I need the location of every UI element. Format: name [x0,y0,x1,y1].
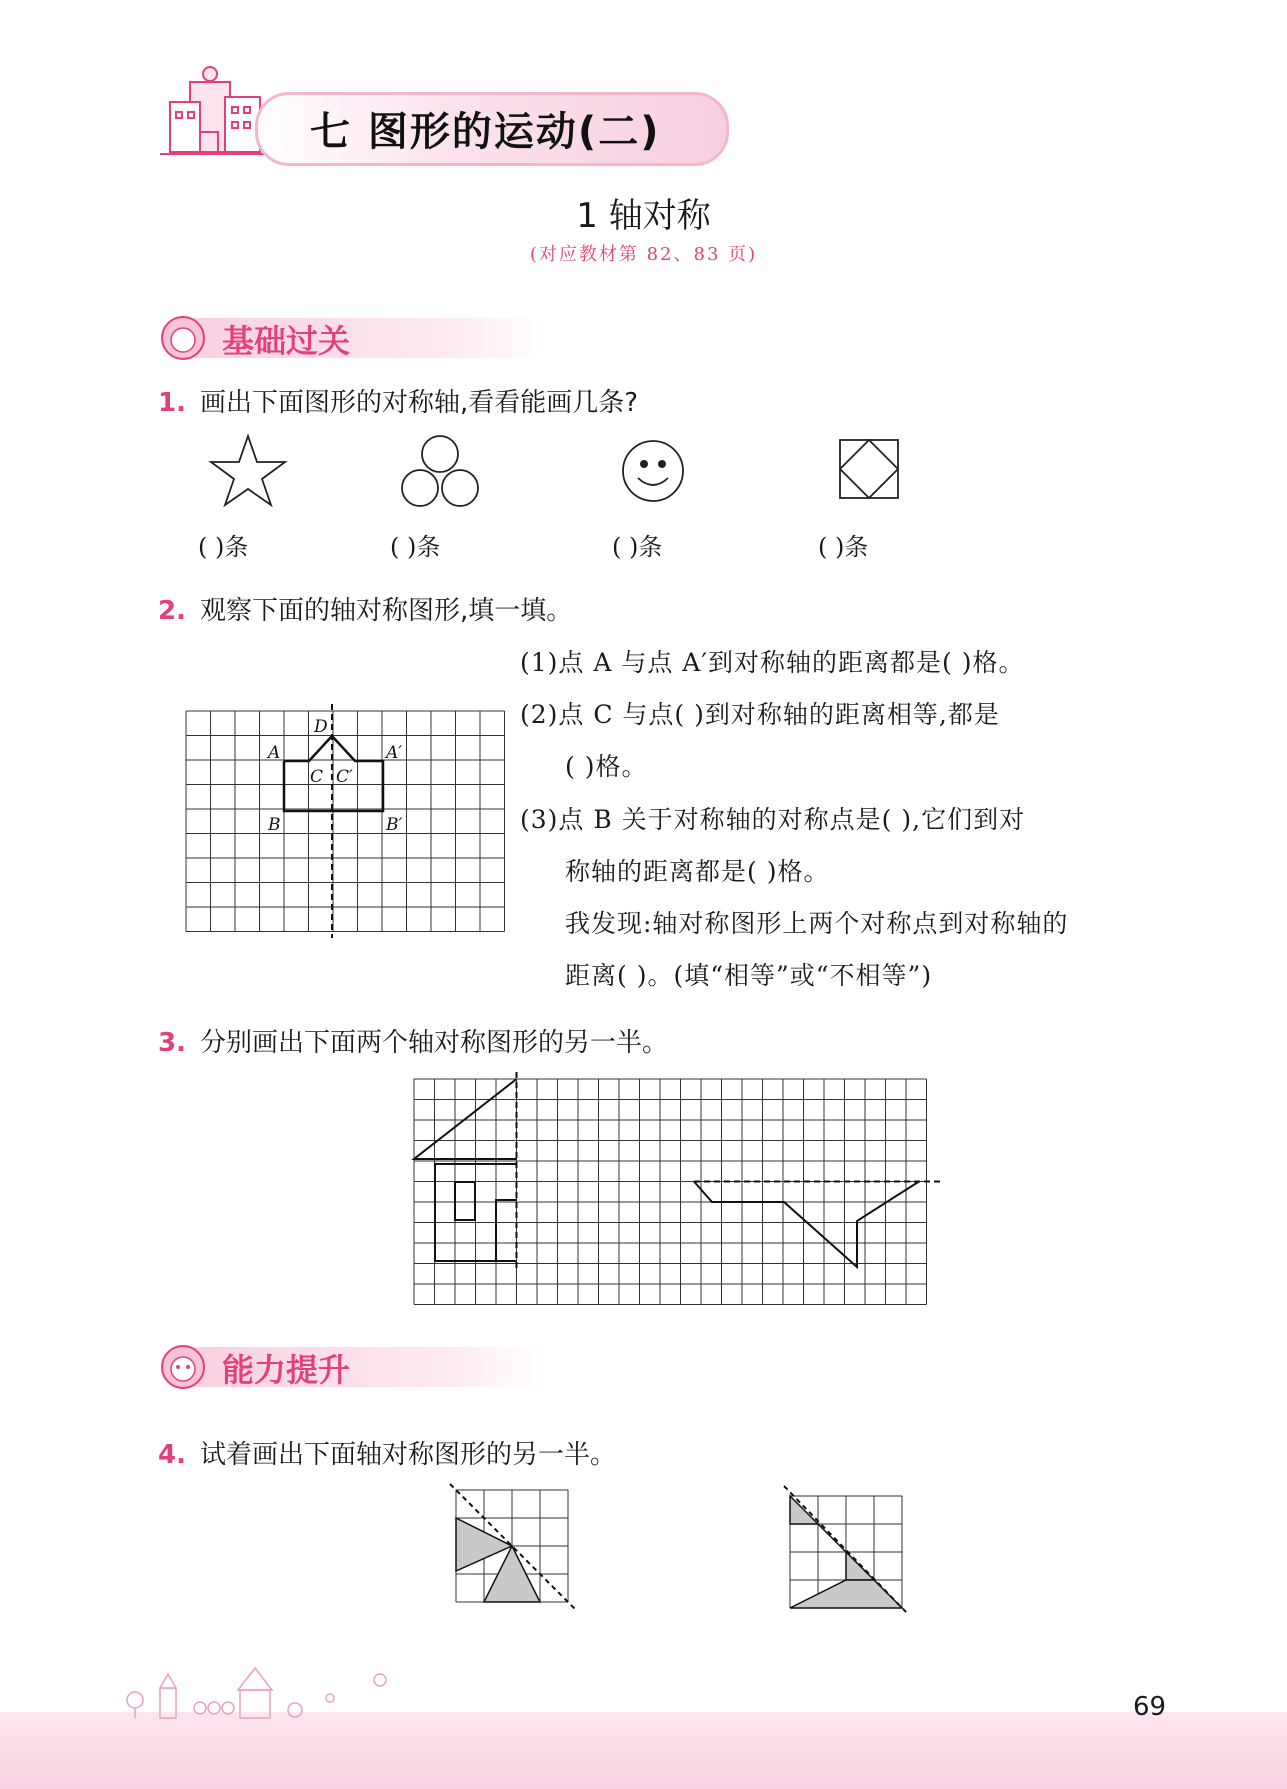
section-basic-label: 基础过关 [222,322,351,360]
q4-figure-right[interactable] [778,1482,914,1614]
girl-mascot-icon [158,314,208,362]
footer-town-illustration [120,1660,420,1720]
section-basic-badge [158,314,558,360]
section-advanced-badge [158,1343,558,1389]
q2-grid-figure[interactable] [184,700,510,950]
q2-line-6: 我发现:轴对称图形上两个对称点到对称轴的 [565,909,1069,938]
q1-blank-3[interactable]: ( )条 [612,533,663,561]
star-figure[interactable] [208,432,288,508]
question-4-number: 4. [158,1440,186,1470]
q4-right-shaded-shape-1 [790,1496,818,1524]
smiley-face-figure[interactable] [620,438,686,504]
question-3 [158,1022,668,1059]
q2-label-C-prime: C′ [336,767,353,787]
q2-line-2[interactable]: (2)点 C 与点( )到对称轴的距离相等,都是 [520,700,1000,729]
question-3-number: 3. [158,1028,186,1058]
question-2-number: 2. [158,596,186,626]
page-number: 69 [1133,1692,1167,1722]
chapter-title: 七 图形的运动(二) [310,109,661,155]
q2-line-5[interactable]: 称轴的距离都是( )格。 [565,857,830,886]
question-1-text: 画出下面图形的对称轴,看看能画几条? [199,388,639,418]
three-circles-figure[interactable] [398,432,482,510]
square-diamond-figure[interactable] [838,438,900,500]
footer-band [0,1712,1287,1789]
section-advanced-label: 能力提升 [222,1351,351,1389]
q2-label-A: A [268,743,281,763]
lesson-title: 1 轴对称 [576,196,711,236]
q1-blank-2[interactable]: ( )条 [390,533,441,561]
q4-right-shaded-shape-3 [790,1580,902,1608]
q4-figure-left[interactable] [444,1482,580,1614]
q3-house-window [455,1182,475,1220]
lesson-reference: (对应教材第 82、83 页) [529,244,758,265]
q3-house-door [496,1200,517,1261]
boy-mascot-icon [158,1343,208,1391]
q2-line-1[interactable]: (1)点 A 与点 A′到对称轴的距离都是( )格。 [520,648,1025,677]
q2-label-B: B [268,815,281,835]
q2-line-4[interactable]: (3)点 B 关于对称轴的对称点是( ),它们到对 [520,805,1026,834]
q2-line-7[interactable]: 距离( )。(填“相等”或“不相等”) [565,961,933,990]
q2-grid-lines [186,711,505,932]
question-3-text: 分别画出下面两个轴对称图形的另一半。 [199,1028,668,1058]
q2-label-C: C [310,767,324,787]
q3-grid-lines [414,1079,927,1305]
question-1 [158,382,638,419]
question-4-text: 试着画出下面轴对称图形的另一半。 [199,1440,616,1470]
question-1-number: 1. [158,388,186,418]
question-2-text: 观察下面的轴对称图形,填一填。 [199,596,573,626]
q2-label-A-prime: A′ [386,743,403,763]
q2-label-D: D [314,717,328,737]
q3-grid-figure[interactable] [404,1072,944,1312]
q1-blank-1[interactable]: ( )条 [198,533,249,561]
q2-line-3[interactable]: ( )格。 [565,752,648,781]
question-4 [158,1434,616,1471]
q3-house-half [414,1079,517,1159]
question-2 [158,590,572,627]
q1-blank-4[interactable]: ( )条 [818,533,869,561]
q2-label-B-prime: B′ [386,815,403,835]
